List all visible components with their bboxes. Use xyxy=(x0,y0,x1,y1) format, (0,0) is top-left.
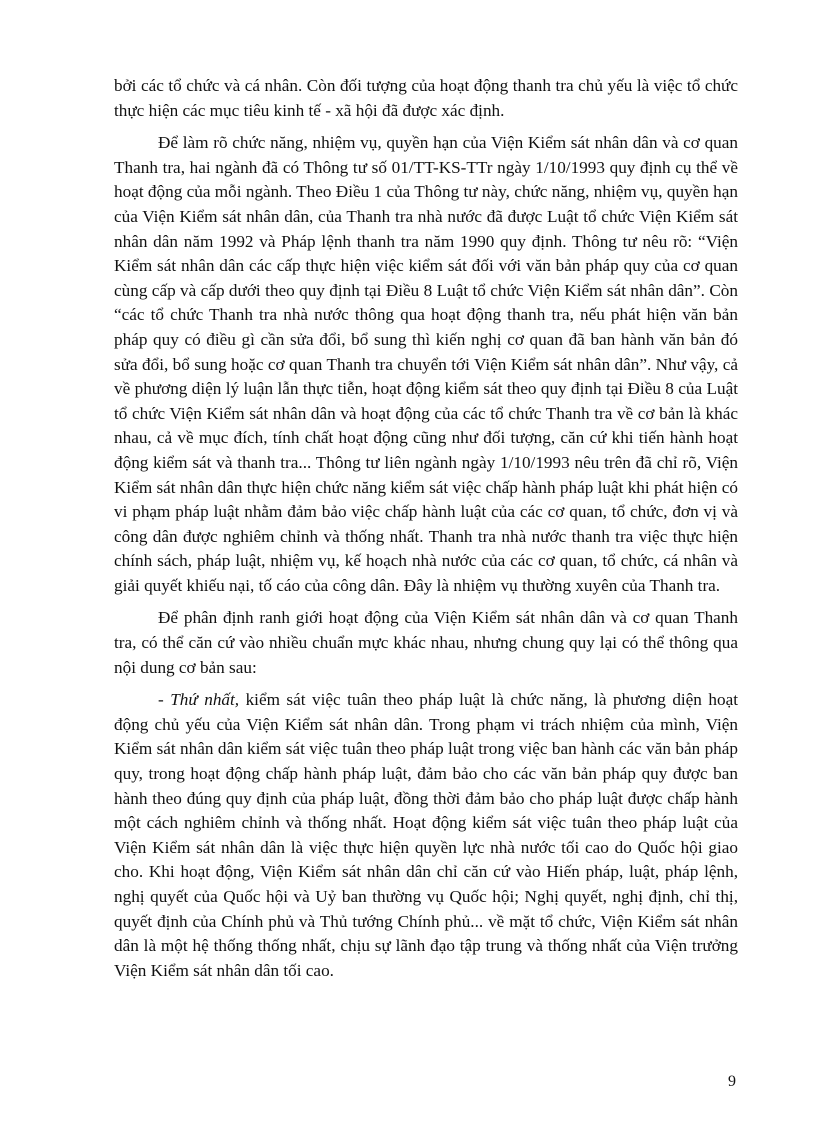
bullet-lead: Thứ nhất, xyxy=(170,690,240,710)
paragraph-boundary-intro: Để phân định ranh giới hoạt động của Viện Kiểm sát nhân dân và cơ quan Thanh tra, có thể căn cứ vào nhiều chuẩn mực khác nhau, nhưng chung quy lại có thể thông qua nội dung cơ bản sau: xyxy=(114,608,738,677)
paragraph-circular: Để làm rõ chức năng, nhiệm vụ, quyền hạn của Viện Kiểm sát nhân dân và cơ quan Thanh tra, hai ngành đã có Thông tư số 01/TT-KS-TTr ngày 1/10/1993 quy định cụ thể về hoạt động của mỗi ngành. Theo Điều 1 của Thông tư này, chức năng, nhiệm vụ, quyền hạn của Viện Kiểm sát nhân dân, của Thanh tra nhà nước đã được Luật tổ chức Viện Kiểm sát nhân dân năm 1992 và Pháp lệnh thanh tra năm 1990 quy định. Thông tư nêu rõ: “Viện Kiểm sát nhân dân các cấp thực hiện việc kiểm sát đối với văn bản pháp quy của cơ quan cùng cấp và cấp dưới theo quy định tại Điều 8 Luật tổ chức Viện Kiểm sát nhân dân”. Còn “các tổ chức Thanh tra nhà nước thông qua hoạt động thanh tra, nếu phát hiện văn bản pháp quy có điều gì cần sửa đổi, bổ sung thì kiến nghị cơ quan đã ban hành văn bản đó sửa đổi, bổ sung hoặc cơ quan Thanh tra chuyển tới Viện Kiểm sát nhân dân”. Như vậy, cả về phương diện lý luận lẫn thực tiễn, hoạt động kiểm sát theo quy định tại Điều 8 của Luật tổ chức Viện Kiểm sát nhân dân và hoạt động của các tổ chức Thanh tra về cơ bản là khác nhau, cả về mục đích, tính chất hoạt động cũng như đối tượng, căn cứ khi tiến hành hoạt động kiểm sát và thanh tra... Thông tư liên ngành ngày 1/10/1993 nêu trên đã chỉ rõ, Viện Kiểm sát nhân dân thực hiện chức năng kiểm sát việc chấp hành pháp luật khi phát hiện có vi phạm pháp luật nhằm đảm bảo việc chấp hành luật của các cơ quan, tổ chức, đơn vị và công dân được nghiêm chỉnh và thống nhất. Thanh tra nhà nước thanh tra việc thực hiện chính sách, pháp luật, nhiệm vụ, kế hoạch nhà nước của các cơ quan, tổ chức, cá nhân và giải quyết khiếu nại, tố cáo của công dân. Đây là nhiệm vụ thường xuyên của Thanh tra. xyxy=(114,133,738,595)
document-body xyxy=(114,74,738,983)
bullet-prefix: - xyxy=(158,690,171,710)
bullet-text: kiểm sát việc tuân theo pháp luật là chức năng, là phương diện hoạt động chủ yếu của Viện Kiểm sát nhân dân. Trong phạm vi trách nhiệm của mình, Viện Kiểm sát nhân dân kiểm sát việc tuân theo pháp luật trong việc ban hành các văn bản pháp quy, trong hoạt động chấp hành pháp luật, đảm bảo cho các văn bản pháp quy được ban hành theo đúng quy định của pháp luật, đồng thời đảm bảo cho pháp luật được chấp hành một cách nghiêm chỉnh và thống nhất. Hoạt động kiểm sát việc tuân theo pháp luật của Viện Kiểm sát nhân dân là việc thực hiện quyền lực nhà nước tối cao do Quốc hội giao cho. Khi hoạt động, Viện Kiểm sát nhân dân chỉ căn cứ vào Hiến pháp, luật, pháp lệnh, nghị quyết của Quốc hội và Uỷ ban thường vụ Quốc hội; Nghị quyết, nghị định, chỉ thị, quyết định của Chính phủ và Thủ tướng Chính phủ... về mặt tổ chức, Viện Kiểm sát nhân dân là một hệ thống thống nhất, chịu sự lãnh đạo tập trung và thống nhất của Viện trưởng Viện Kiểm sát nhân dân tối cao. xyxy=(114,690,738,980)
bullet-item-first xyxy=(114,688,738,983)
paragraph-continued: bởi các tổ chức và cá nhân. Còn đối tượng của hoạt động thanh tra chủ yếu là việc tổ chức thực hiện các mục tiêu kinh tế - xã hội đã được xác định. xyxy=(114,76,738,120)
page-number: 9 xyxy=(728,1073,736,1090)
